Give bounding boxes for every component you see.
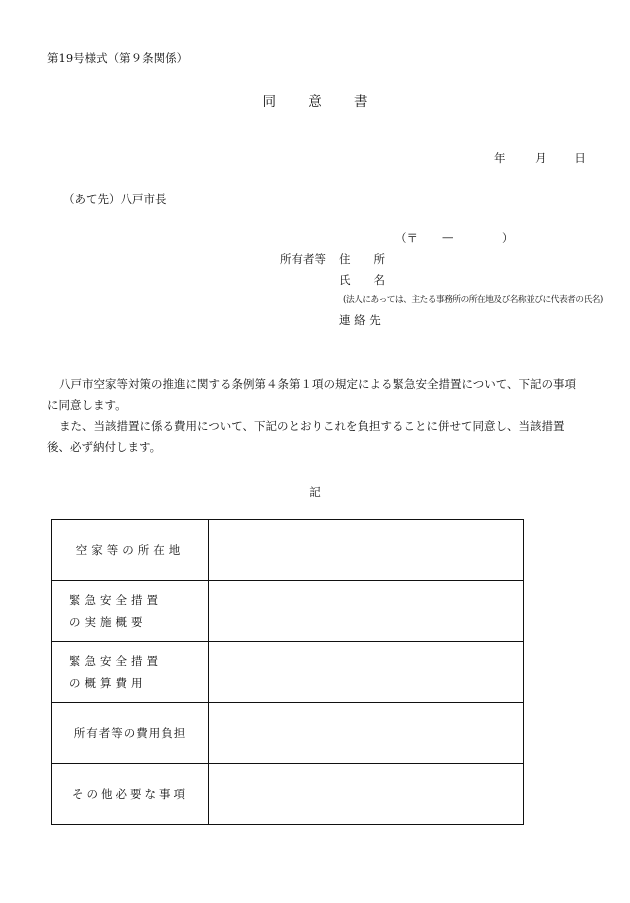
postal-open: （〒 [395,231,418,245]
consent-paragraph: 八戸市空家等対策の推進に関する条例第４条第１項の規定による緊急安全措置について、下記の事項に同意します。 [47,377,577,412]
row-label: 所有者等の費用負担 [52,703,209,764]
title-char: 同 [262,94,276,110]
postal-close: ） [502,231,514,245]
day-unit: 日 [574,151,586,165]
name-label: 氏 名 [339,273,385,287]
row-value [209,520,524,581]
postal-code-field [395,230,514,246]
row-label: 空家等の所在地 [52,520,209,581]
owner-label: 所有者等 [280,252,326,266]
title-char: 意 [308,94,322,110]
year-unit: 年 [494,151,506,165]
addressee: （あて先）八戸市長 [63,192,167,206]
document-title [0,90,630,110]
row-label-line: の概算費用 [69,676,147,690]
table-row [52,642,524,703]
row-label-line: 緊急安全措置 [69,654,162,668]
form-number: 第19号様式（第９条関係） [47,51,189,65]
table-row [52,520,524,581]
address-label: 住 所 [339,252,385,266]
row-label-line: 緊急安全措置 [69,593,162,607]
month-unit: 月 [535,151,547,165]
contact-label: 連 絡 先 [339,313,381,327]
row-label [52,581,209,642]
row-value [209,703,524,764]
title-char: 書 [354,94,368,110]
date-line [494,150,586,166]
consent-body [47,374,587,458]
table-row [52,764,524,825]
row-label-line: の実施概要 [69,615,147,629]
row-value [209,581,524,642]
row-value [209,764,524,825]
items-table [51,519,524,825]
ki-heading: 記 [309,485,321,499]
row-value [209,642,524,703]
consent-paragraph: また、当該措置に係る費用について、下記のとおりこれを負担することに併せて同意し、当該措置後、必ず納付します。 [47,419,565,454]
row-label [52,642,209,703]
table-row [52,581,524,642]
table-row [52,703,524,764]
corporate-note: (法人にあっては、主たる事務所の所在地及び名称並びに代表者の氏名) [343,295,603,305]
postal-dash: — [442,230,454,244]
row-label: その他必要な事項 [52,764,209,825]
